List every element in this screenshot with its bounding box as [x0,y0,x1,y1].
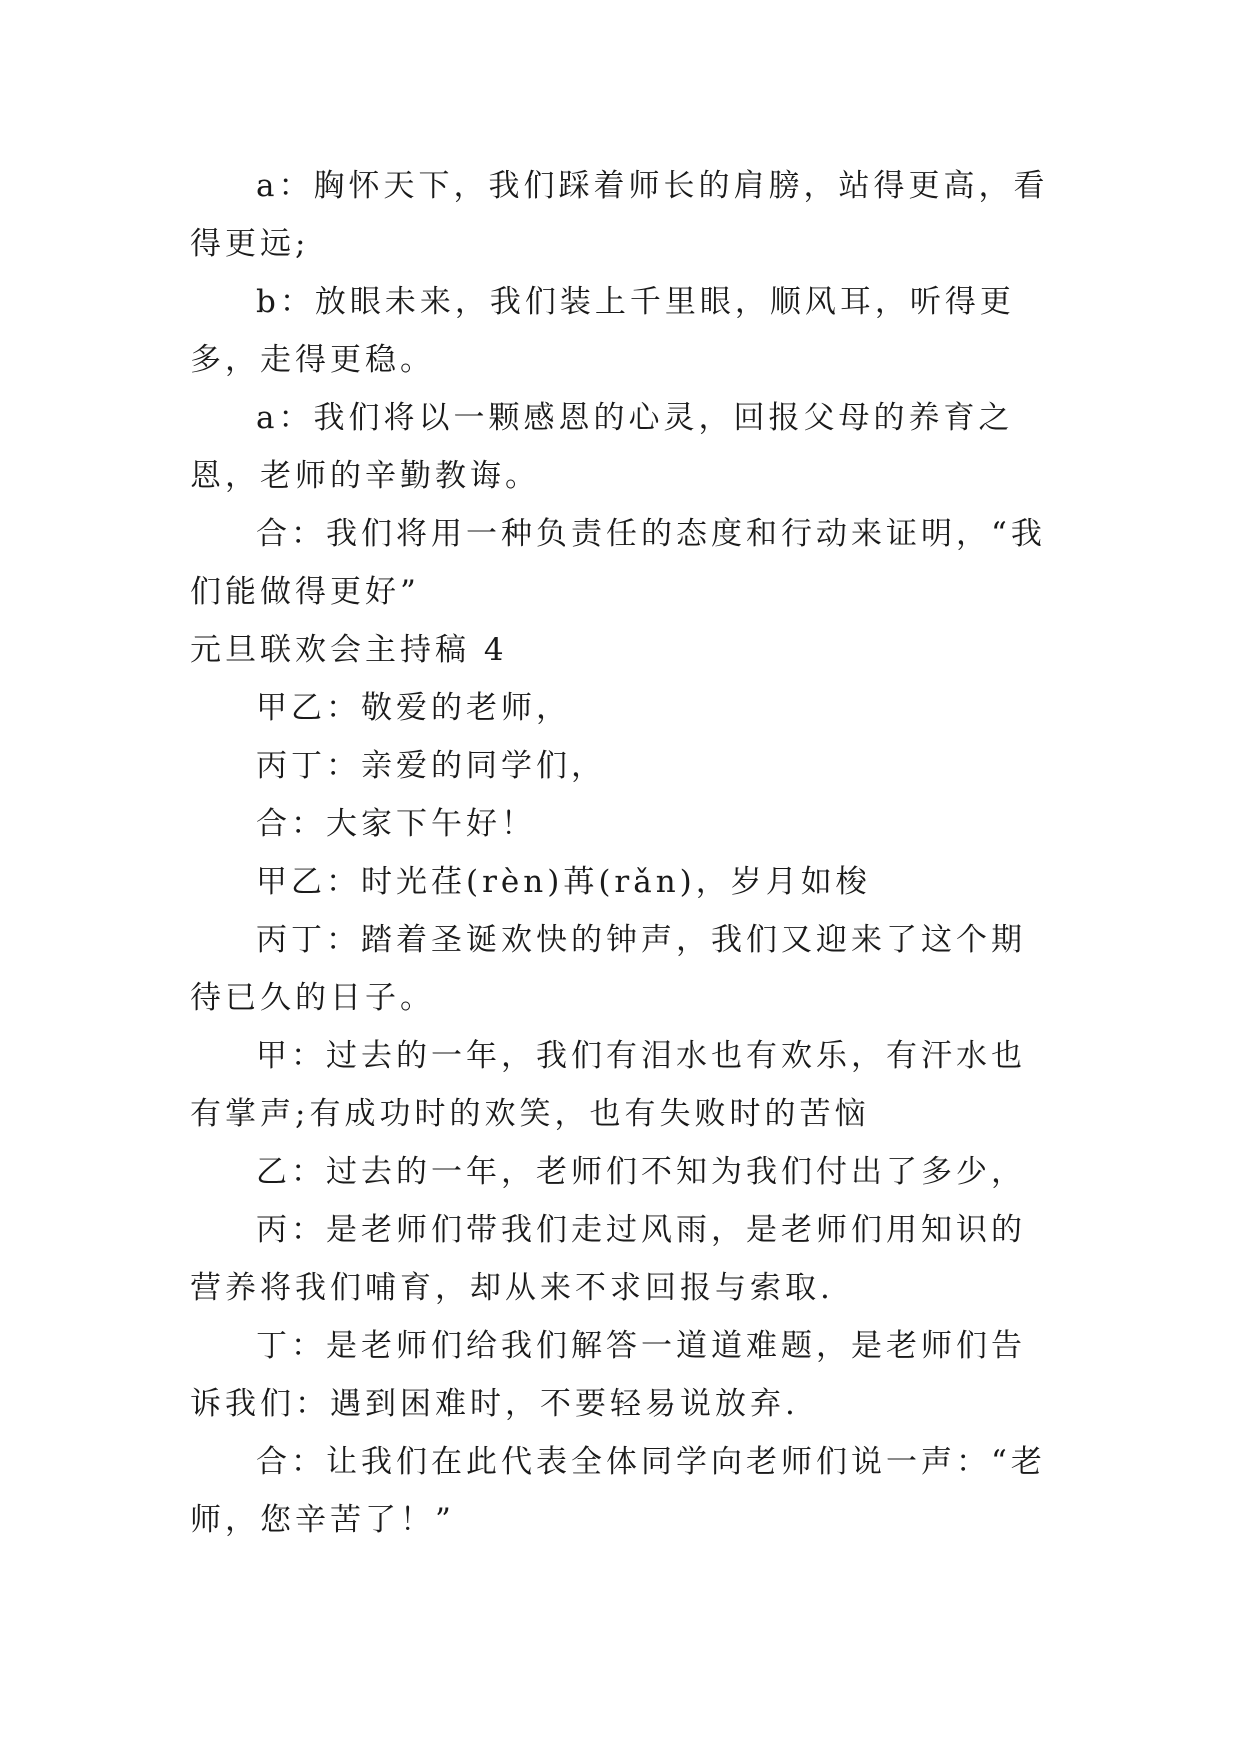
dialogue-line-bing: 丙：是老师们带我们走过风雨，是老师们用知识的营养将我们哺育，却从来不求回报与索取. [190,1212,1026,1306]
dialogue-line-together-1: 合：我们将用一种负责任的态度和行动来证明，“我们能做得更好” [190,516,1046,610]
dialogue-line-b-1: b：放眼未来，我们装上千里眼，顺风耳，听得更多，走得更稳。 [190,284,1015,378]
section-heading: 元旦联欢会主持稿 4 [190,632,508,668]
dialogue-line-jia: 甲：过去的一年，我们有泪水也有欢乐，有汗水也有掌声;有成功时的欢笑，也有失败时的苦恼 [190,1038,1026,1132]
dialogue-line-bingding-1: 丙丁：亲爱的同学们， [256,748,606,784]
dialogue-line-yi: 乙：过去的一年，老师们不知为我们付出了多少， [256,1154,1026,1190]
dialogue-line-ding: 丁：是老师们给我们解答一道道难题，是老师们告诉我们：遇到困难时，不要轻易说放弃. [190,1328,1026,1422]
dialogue-line-together-2: 合：大家下午好！ [256,806,536,842]
dialogue-line-together-3: 合：让我们在此代表全体同学向老师们说一声：“老师，您辛苦了！” [190,1444,1046,1538]
dialogue-line-a-1: a：胸怀天下，我们踩着师长的肩膀，站得更高，看得更远; [190,168,1049,262]
dialogue-line-bingding-2: 丙丁：踏着圣诞欢快的钟声，我们又迎来了这个期待已久的日子。 [190,922,1026,1016]
dialogue-line-jiayi-1: 甲乙：敬爱的老师， [256,690,571,726]
document-body [190,157,1050,1549]
dialogue-line-jiayi-2: 甲乙：时光荏(rèn)苒(rǎn)，岁月如梭 [256,864,871,900]
dialogue-line-a-2: a：我们将以一颗感恩的心灵，回报父母的养育之恩，老师的辛勤教诲。 [190,400,1014,494]
